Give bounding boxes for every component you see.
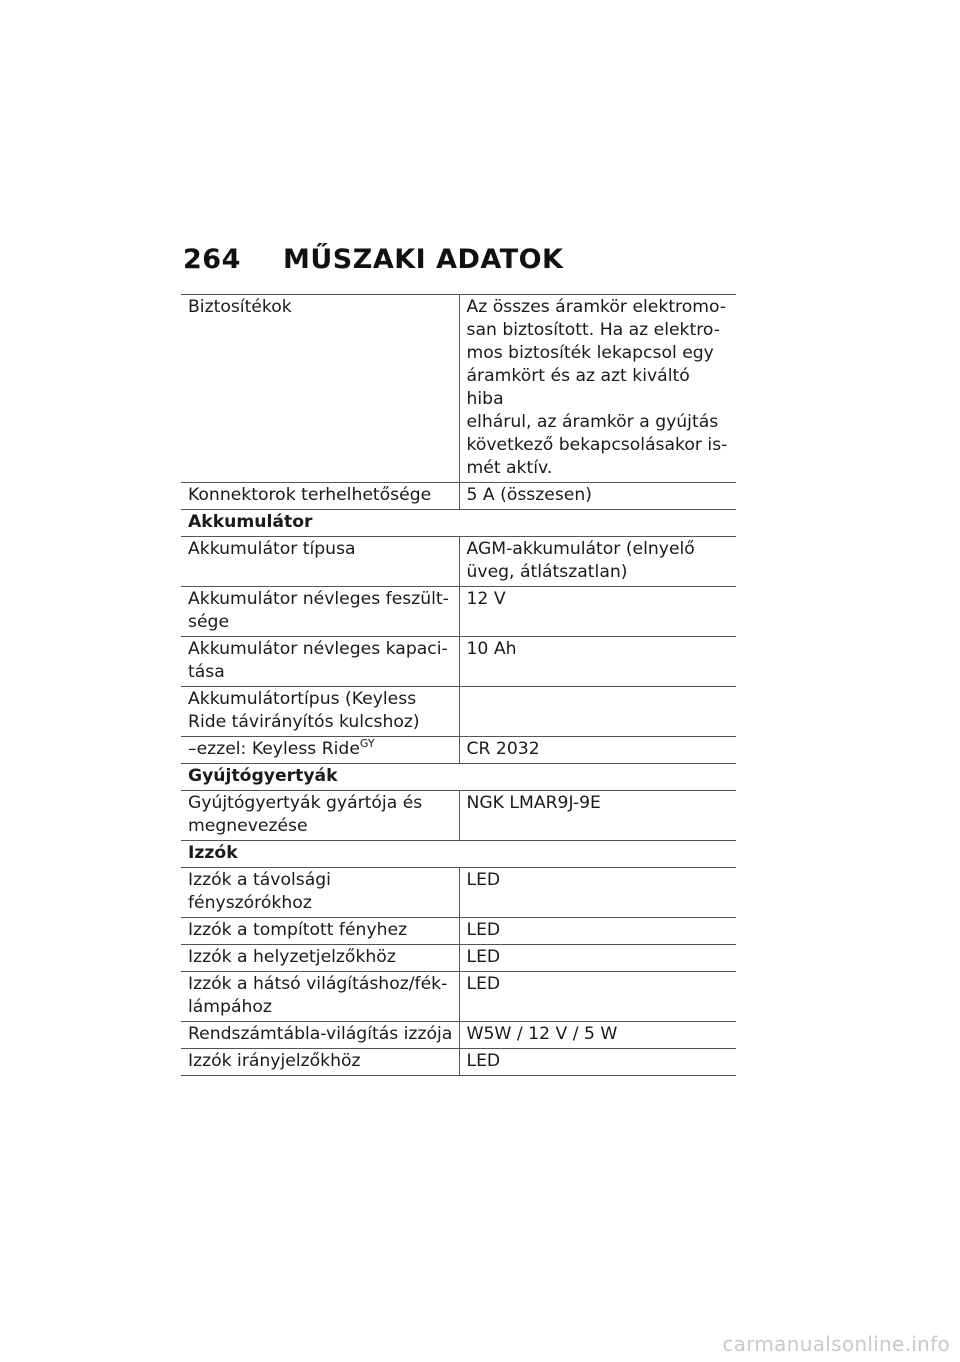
- spec-value: AGM-akkumulátor (elnyelő üveg, átlátszatlan): [459, 537, 736, 587]
- spec-value: Az összes áramkör elektromo- san biztosított. Ha az elektro- mos biztosíték lekapcsol egy áramkört és az azt kiváltó hiba elhárul, az áramkör a gyújtás következő bekapcsolásakor is- mét aktív.: [459, 295, 736, 483]
- spec-table-body: [181, 295, 736, 1076]
- spec-value: [459, 687, 736, 737]
- spec-label-cell: [181, 972, 459, 1022]
- spec-label: Izzók a hátsó világításhoz/fék- lámpához: [188, 974, 448, 1017]
- spec-label: Gyújtógyertyák gyártója és megnevezése: [188, 793, 423, 836]
- page-number: 264: [183, 244, 241, 275]
- spec-row: [181, 918, 736, 945]
- spec-label-superscript: GY: [359, 737, 375, 750]
- spec-label-cell: [181, 737, 459, 764]
- spec-row: [181, 537, 736, 587]
- spec-label: Akkumulátor névleges feszült- sége: [188, 589, 449, 632]
- spec-label: –ezzel: Keyless Ride: [188, 739, 360, 759]
- spec-label-cell: [181, 791, 459, 841]
- page-header: [183, 244, 563, 275]
- spec-value: NGK LMAR9J-9E: [459, 791, 736, 841]
- spec-row: [181, 945, 736, 972]
- section-title: Gyújtógyertyák: [181, 764, 736, 791]
- spec-label: Izzók a távolsági fényszórókhoz: [188, 870, 331, 913]
- spec-row: [181, 1049, 736, 1076]
- spec-row: [181, 483, 736, 510]
- page-title: MŰSZAKI ADATOK: [283, 244, 564, 275]
- spec-label: Izzók a helyzetjelzőkhöz: [188, 947, 396, 967]
- spec-label: Izzók a tompított fényhez: [188, 920, 408, 940]
- spec-label: Biztosítékok: [188, 297, 292, 317]
- spec-value: 5 A (összesen): [459, 483, 736, 510]
- spec-value: 12 V: [459, 587, 736, 637]
- spec-row: [181, 791, 736, 841]
- spec-label-cell: [181, 945, 459, 972]
- spec-value: LED: [459, 918, 736, 945]
- spec-label-cell: [181, 483, 459, 510]
- spec-value: LED: [459, 972, 736, 1022]
- spec-row: [181, 587, 736, 637]
- spec-row: [181, 972, 736, 1022]
- section-title: Izzók: [181, 841, 736, 868]
- spec-value: LED: [459, 868, 736, 918]
- spec-label-cell: [181, 687, 459, 737]
- spec-row: [181, 687, 736, 737]
- spec-value: LED: [459, 945, 736, 972]
- spec-value: W5W / 12 V / 5 W: [459, 1022, 736, 1049]
- spec-label-cell: [181, 587, 459, 637]
- spec-label: Akkumulátor névleges kapaci- tása: [188, 639, 448, 682]
- spec-label-cell: [181, 637, 459, 687]
- section-header-row: [181, 510, 736, 537]
- spec-label: Izzók irányjelzőkhöz: [188, 1051, 361, 1071]
- spec-label-cell: [181, 295, 459, 483]
- section-title: Akkumulátor: [181, 510, 736, 537]
- spec-row: [181, 737, 736, 764]
- spec-value: 10 Ah: [459, 637, 736, 687]
- spec-row: [181, 1022, 736, 1049]
- spec-label: Rendszámtábla-világítás izzója: [188, 1024, 453, 1044]
- spec-row: [181, 868, 736, 918]
- spec-label-cell: [181, 918, 459, 945]
- section-header-row: [181, 764, 736, 791]
- watermark: carmanualsonline.info: [722, 1332, 950, 1356]
- spec-table: [181, 294, 736, 1076]
- spec-label-cell: [181, 1049, 459, 1076]
- section-header-row: [181, 841, 736, 868]
- spec-value: CR 2032: [459, 737, 736, 764]
- spec-label-cell: [181, 537, 459, 587]
- spec-label: Konnektorok terhelhetősége: [188, 485, 432, 505]
- spec-label-cell: [181, 868, 459, 918]
- spec-row: [181, 637, 736, 687]
- spec-label-cell: [181, 1022, 459, 1049]
- spec-row: [181, 295, 736, 483]
- spec-label: Akkumulátortípus (Keyless Ride távirányítós kulcshoz): [188, 689, 420, 732]
- spec-label: Akkumulátor típusa: [188, 539, 356, 559]
- spec-value: LED: [459, 1049, 736, 1076]
